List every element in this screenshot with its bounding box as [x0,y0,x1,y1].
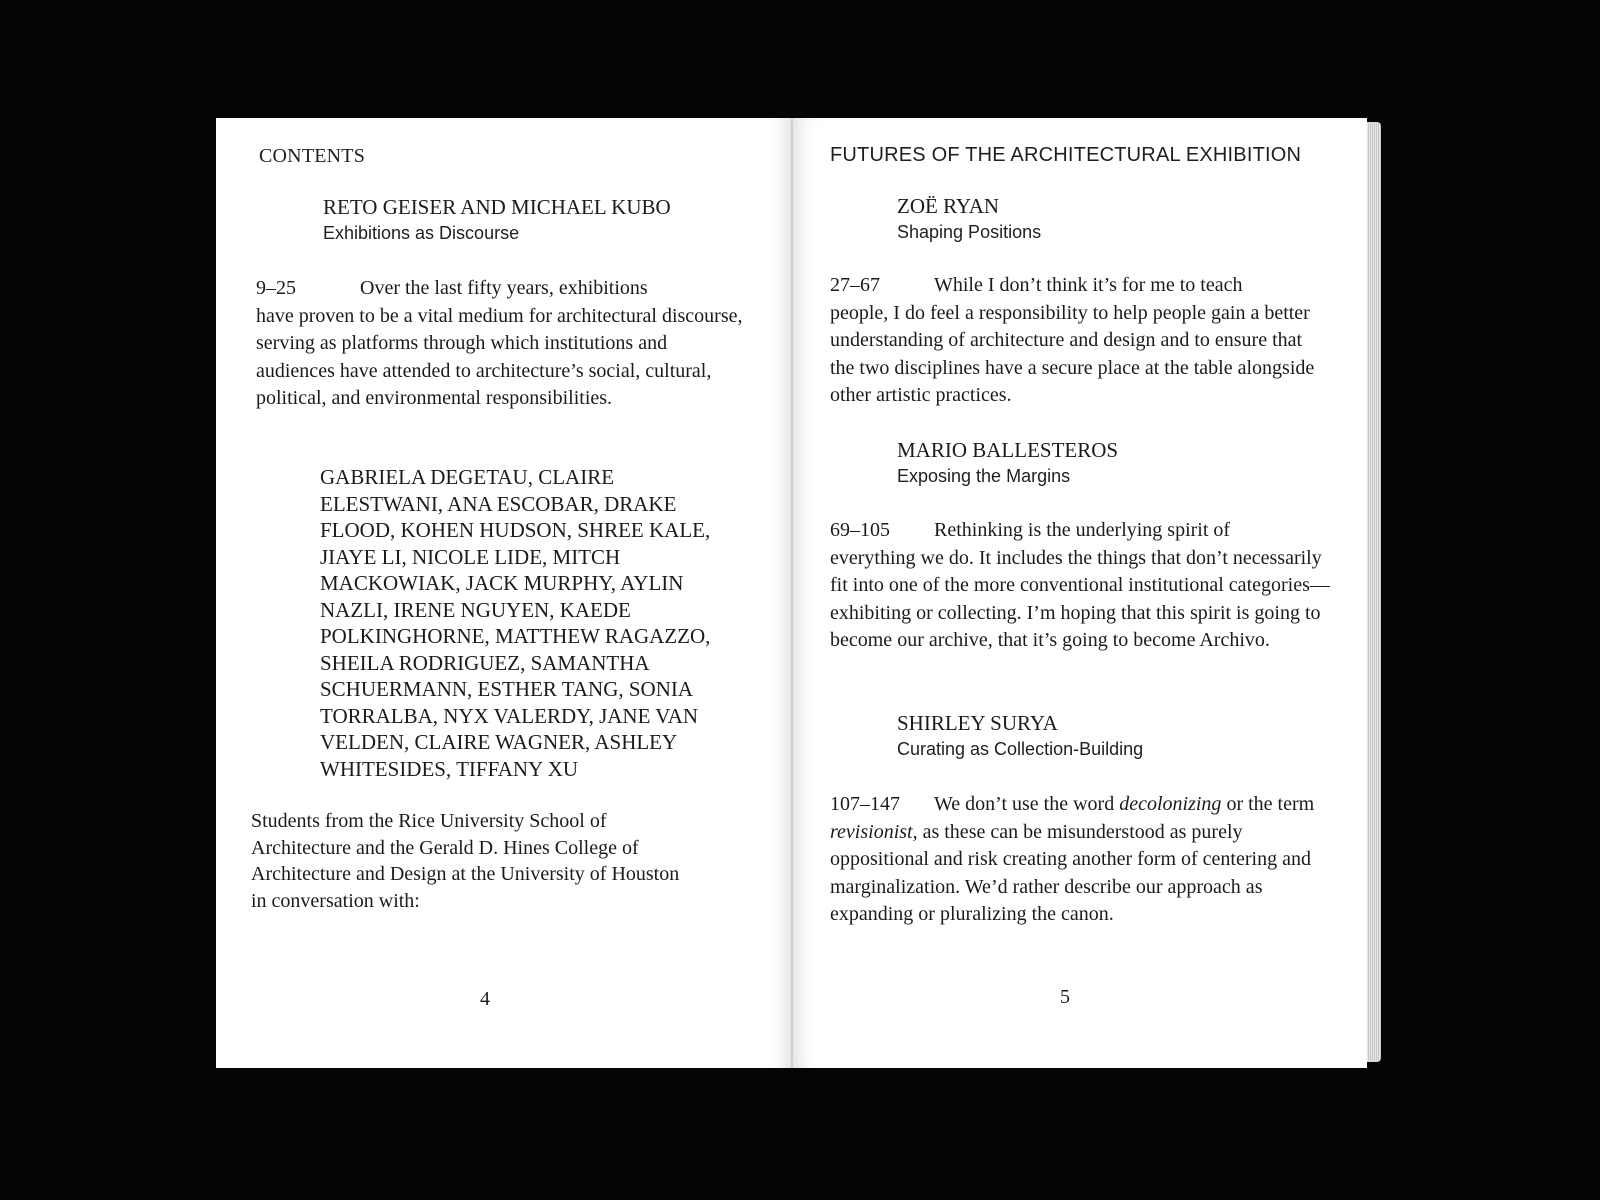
entry-2 [830,517,1330,655]
entry-3-title: Curating as Collection-Building [897,739,1144,759]
page-block-edges [1367,122,1381,1062]
entry-3-author: SHIRLEY SURYA [897,711,1058,735]
entry-2-excerpt: everything we do. It includes the things that don’t necessarily fit into one of the more conventional institutional categories—exhibiting or collecting. I’m hoping that this spirit is going to become our archive, that it’s going to become Archivo. [830,546,1330,651]
entry-1-page-range: 27–67 [830,274,880,296]
entry-3-italic-term-2: revisionist [830,820,913,843]
students-note: Students from the Rice University School of Architecture and the Gerald D. Hines College of Architecture and Design at the University of Houston in conversation with: [251,810,680,912]
entry-1 [830,272,1330,410]
intro-excerpt-first-line: Over the last fifty years, exhibitions [360,277,648,299]
intro-entry [256,275,746,413]
page-number-right: 5 [1060,986,1070,1008]
entry-2-author: MARIO BALLESTEROS [897,438,1119,462]
entry-3-page-range: 107–147 [830,793,900,815]
left-page [216,118,792,1068]
entry-2-title: Exposing the Margins [897,466,1071,486]
intro-title: Exhibitions as Discourse [323,223,520,243]
running-head-title: FUTURES OF THE ARCHITECTURAL EXHIBITION [830,144,1302,166]
intro-author: RETO GEISER AND MICHAEL KUBO [323,195,671,219]
entry-3-excerpt-part-3: , as these can be misunderstood as purely oppositional and risk creating another form of centering and marginalization. We’d rather describe our approach as expanding or pluralizing the canon. [830,820,1311,925]
page-number-left: 4 [480,988,490,1010]
entry-1-excerpt: people, I do feel a responsibility to help people gain a better understanding of architecture and design and to ensure that the two disciplines have a secure place at the table alongside other artistic practices. [830,301,1315,406]
entry-2-page-range: 69–105 [830,519,890,541]
entry-2-excerpt-first-line: Rethinking is the underlying spirit of [934,519,1231,541]
entry-3-excerpt-part-2: or the term [1221,793,1315,815]
entry-3 [830,791,1330,929]
book-spread [216,118,1381,1068]
entry-1-author: ZOË RYAN [897,194,1000,218]
intro-page-range: 9–25 [256,277,296,299]
entry-3-italic-term-1: decolonizing [1119,793,1222,815]
entry-3-excerpt-part-1: We don’t use the word [934,793,1120,815]
running-head-contents: CONTENTS [259,145,366,167]
right-page [793,118,1367,1068]
entry-1-title: Shaping Positions [897,222,1042,242]
intro-excerpt: have proven to be a vital medium for architectural discourse, serving as platforms through which institutions and audiences have attended to architecture’s social, cultural, political, and environmental responsibilities. [256,304,743,409]
contributors-list: GABRIELA DEGETAU, CLAIRE ELESTWANI, ANA ESCOBAR, DRAKE FLOOD, KOHEN HUDSON, SHREE KALE, JIAYE LI, NICOLE LIDE, MITCH MACKOWIAK, JACK MURPHY, AYLIN NAZLI, IRENE NGUYEN, KAEDE POLKINGHORNE, MATTHEW RAGAZZO, SHEILA RODRIGUEZ, SAMANTHA SCHUERMANN, ESTHER TANG, SONIA TORRALBA, NYX VALERDY, JANE VAN VELDEN, CLAIRE WAGNER, ASHLEY WHITESIDES, TIFFANY XU [320,465,711,781]
entry-1-excerpt-first-line: While I don’t think it’s for me to teach [934,274,1243,296]
